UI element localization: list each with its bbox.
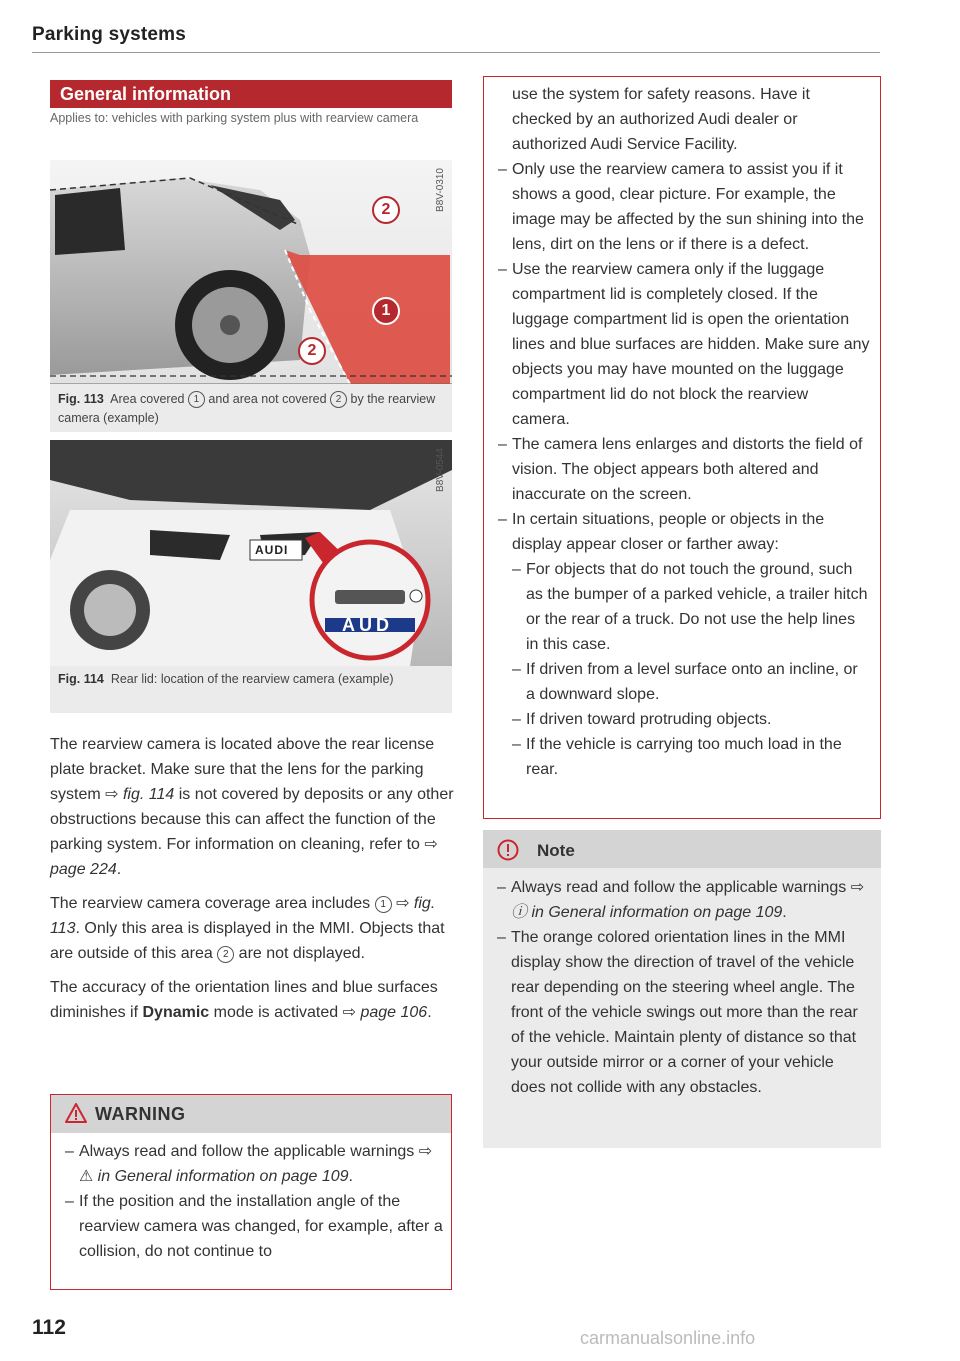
sub-list-item: – For objects that do not touch the ground, such as the bumper of a parked vehicle, a trailer hitch or the rear of a truck. Do not use the help lines in this case.	[512, 557, 870, 657]
text: .	[116, 861, 122, 878]
warning-continued-list	[498, 82, 870, 782]
warning-continued-lead: use the system for safety reasons. Have it checked by an authorized Audi dealer or authorized Audi Service Facility.	[512, 86, 810, 153]
figure-113	[50, 160, 452, 432]
figure-label: Fig. 113	[58, 392, 104, 406]
warning-list	[65, 1139, 445, 1264]
paragraph	[50, 732, 454, 882]
page-number: 112	[32, 1316, 66, 1339]
warning-title: WARNING	[95, 1104, 186, 1124]
header-title: Parking systems	[32, 24, 187, 45]
bold-term: Dynamic	[142, 1004, 210, 1021]
header-divider	[32, 52, 880, 53]
figure-link[interactable]: ⇨ fig. 114	[105, 786, 175, 803]
figure-marker-2-top: 2	[372, 196, 400, 224]
text: is not covered by deposits or any other obstructions because this can affect the function of the parking system. For information on cleaning, refer to	[50, 786, 454, 853]
figure-113-caption	[58, 390, 444, 428]
list-item	[65, 1139, 445, 1189]
figure-label: Fig. 114	[58, 672, 104, 686]
caption-text: Rear lid: location of the rearview camera (example)	[110, 672, 394, 686]
license-plate-badge: AUDI	[255, 543, 289, 557]
warning-header	[51, 1095, 451, 1133]
sub-list-item: – If driven toward protruding objects.	[512, 707, 870, 732]
text: Always read and follow the applicable warnings	[79, 1143, 419, 1160]
page-link[interactable]: ⇨ ⓘ in General information on page 109	[511, 879, 865, 921]
zoom-logo-text: AUD	[342, 615, 393, 635]
text: The rearview camera is located above the rear license plate bracket. Make sure that the lens for the parking system	[50, 736, 435, 803]
text: The accuracy of the orientation lines and blue surfaces diminishes if	[50, 979, 438, 1021]
note-header	[483, 830, 881, 868]
warning-box	[50, 1094, 452, 1290]
page-link[interactable]: ⇨ page 106	[342, 1004, 428, 1021]
text: mode is activated	[209, 1004, 343, 1021]
figure-marker-2-bottom: 2	[298, 337, 326, 365]
list-item: – The orange colored orientation lines in the MMI display show the direction of travel of the vehicle rear depending on the steering wheel angle. The front of the vehicle swings out more than the rear of the vehicle. Maintain plenty of distance so that your outside mirror or a corner of your vehicle does not collide with any obstacles.	[497, 925, 871, 1100]
applies-to-text: Applies to: vehicles with parking system plus with rearview camera	[50, 111, 419, 125]
page-link[interactable]: ⇨ page 224	[50, 836, 438, 878]
list-item: – The camera lens enlarges and distorts the field of vision. The object appears both altered and inaccurate on the screen.	[498, 432, 870, 507]
figure-113-image	[50, 160, 452, 384]
text: The rearview camera coverage area includes	[50, 895, 375, 912]
page-link[interactable]: ⇨ ⚠ in General information on page 109	[79, 1143, 433, 1185]
warning-continued-box	[483, 76, 881, 819]
circled-number: 2	[330, 391, 347, 408]
list-item	[498, 507, 870, 782]
paragraph	[50, 891, 454, 966]
warning-triangle-icon	[65, 1103, 87, 1123]
figure-code: B8V-0310	[435, 168, 446, 212]
circled-number: 1	[188, 391, 205, 408]
list-item: – Use the rearview camera only if the luggage compartment lid is completely closed. If the luggage compartment lid is open the orientation lines and blue surfaces are hidden. Make sure any objects you may have mounted on the luggage compartment lid do not block the rearview camera.	[498, 257, 870, 432]
text: are not displayed.	[234, 945, 365, 962]
section-title: General information	[50, 80, 452, 108]
note-list	[497, 875, 871, 1100]
list-item: – If the position and the installation angle of the rearview camera was changed, for example, after a collision, do not continue to	[65, 1189, 445, 1264]
figure-114-image	[50, 440, 452, 666]
text: .	[348, 1168, 353, 1185]
sub-list-item: – If driven from a level surface onto an incline, or a downward slope.	[512, 657, 870, 707]
figure-marker-1: 1	[372, 297, 400, 325]
info-circle-icon	[497, 839, 519, 861]
figure-114-caption	[58, 670, 444, 689]
text: .	[782, 904, 787, 921]
text: .	[427, 1004, 432, 1021]
watermark: carmanualsonline.info	[580, 1328, 756, 1348]
figure-114	[50, 440, 452, 713]
text: In certain situations, people or objects in the display appear closer or farther away:	[512, 511, 825, 553]
paragraph	[50, 975, 454, 1025]
caption-text: and area not covered	[204, 392, 331, 406]
note-box	[483, 830, 881, 1148]
circled-number: 2	[217, 946, 234, 963]
circled-number: 1	[375, 896, 392, 913]
figure-link[interactable]: ⇨ fig. 113	[50, 895, 436, 937]
sub-list-item: – If the vehicle is carrying too much load in the rear.	[512, 732, 870, 782]
text: . Only this area is displayed in the MMI. Objects that are outside of this area	[50, 920, 445, 962]
list-item	[497, 875, 871, 925]
text: Always read and follow the applicable warnings	[511, 879, 851, 896]
body-text	[50, 732, 454, 1034]
caption-text: Area covered	[110, 392, 188, 406]
caption-text: by the rearview camera (example)	[58, 392, 436, 425]
list-item: – Only use the rearview camera to assist you if it shows a good, clear picture. For example, the image may be affected by the sun shining into the lens, dirt on the lens or if there is a defect.	[498, 157, 870, 257]
note-title: Note	[537, 841, 575, 860]
page-header	[32, 24, 880, 46]
figure-code: B8V-0544	[435, 448, 446, 492]
